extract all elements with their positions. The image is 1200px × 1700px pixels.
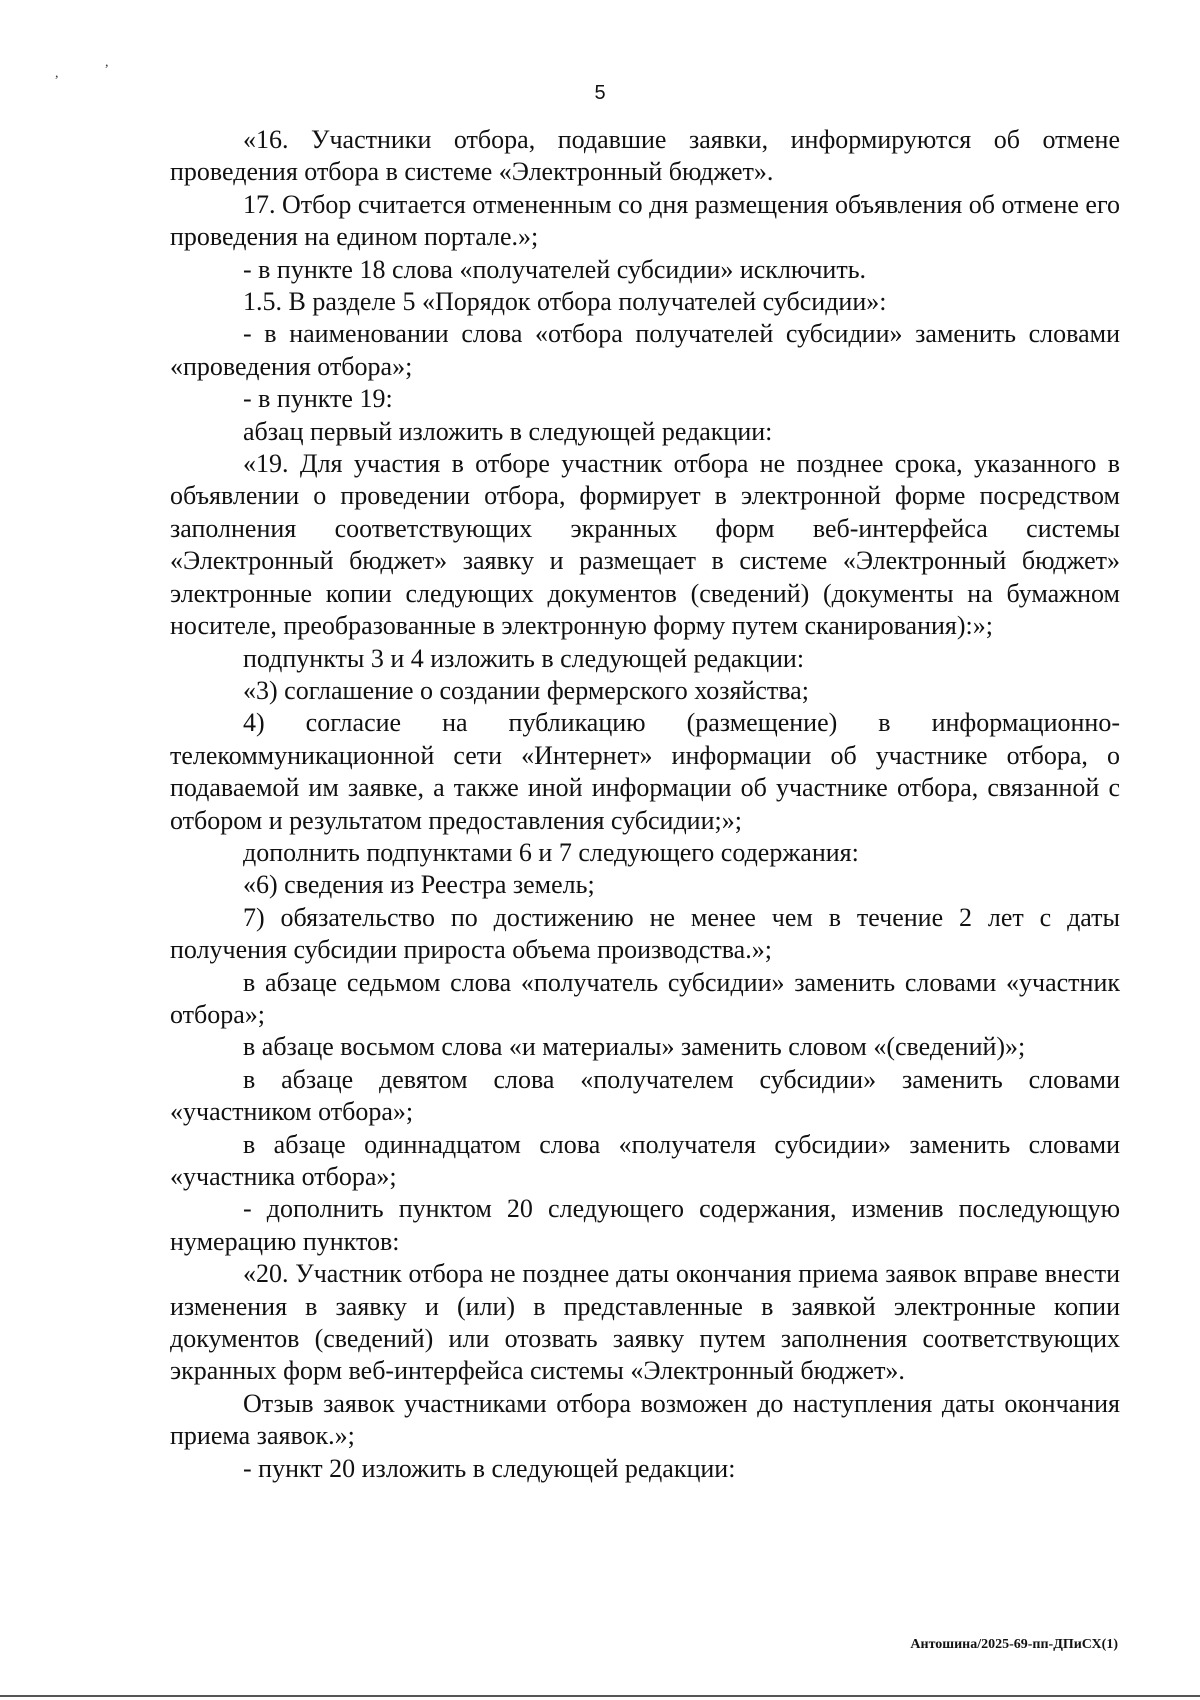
paragraph: 17. Отбор считается отмененным со дня размещения объявления об отмене его проведения на едином портале.»; bbox=[170, 189, 1120, 252]
paragraph: «20. Участник отбора не позднее даты окончания приема заявок вправе внести изменения в заявку и (или) в представленные в заявкой электронные копии документов (сведений) или отозвать заявку путем заполнения соответствующих экранных форм веб-интерфейса системы «Электронный бюджет». bbox=[170, 1259, 1120, 1386]
document-body bbox=[170, 124, 1120, 1485]
paragraph: дополнить подпунктами 6 и 7 следующего содержания: bbox=[243, 837, 859, 867]
paragraph: в абзаце седьмом слова «получатель субсидии» заменить словами «участник отбора»; bbox=[170, 967, 1120, 1029]
paragraph: в абзаце восьмом слова «и материалы» заменить словом «(сведений)»; bbox=[243, 1032, 1026, 1062]
paragraph: - в пункте 18 слова «получателей субсидии» исключить. bbox=[243, 254, 867, 284]
paragraph: - в пункте 19: bbox=[243, 384, 393, 414]
scan-mark: , bbox=[55, 66, 59, 81]
paragraph: - в наименовании слова «отбора получателей субсидии» заменить словами «проведения отбора»; bbox=[170, 319, 1120, 381]
scan-mark: , bbox=[105, 55, 109, 70]
paragraph: - дополнить пунктом 20 следующего содержания, изменив последующую нумерацию пунктов: bbox=[170, 1194, 1120, 1256]
scan-edge-line bbox=[0, 1695, 1200, 1697]
paragraph: абзац первый изложить в следующей редакции: bbox=[243, 416, 773, 446]
paragraph: «16. Участники отбора, подавшие заявки, информируются об отмене проведения отбора в системе «Электронный бюджет». bbox=[170, 125, 1120, 187]
page-number: 5 bbox=[594, 82, 606, 104]
paragraph: 1.5. В разделе 5 «Порядок отбора получателей субсидии»: bbox=[243, 287, 887, 317]
paragraph: 4) согласие на публикацию (размещение) в информационно-телекоммуникационной сети «Интернет» информации об участнике отбора, о подаваемой им заявке, а также иной информации об участнике отбора, связанной с отбором и результатом предоставления субсидии;»; bbox=[170, 708, 1120, 835]
document-code: Антошина/2025-69-пп-ДПиСХ(1) bbox=[910, 1637, 1118, 1652]
paragraph: Отзыв заявок участниками отбора возможен до наступления даты окончания приема заявок.»; bbox=[170, 1388, 1120, 1451]
paragraph: в абзаце девятом слова «получателем субсидии» заменить словами «участником отбора»; bbox=[170, 1064, 1120, 1127]
paragraph: «19. Для участия в отборе участник отбора не позднее срока, указанного в объявлении о проведении отбора, формирует в электронной форме посредством заполнения соответствующих экранных форм веб-интерфейса системы «Электронный бюджет» заявку и размещает в системе «Электронный бюджет» электронные копии следующих документов (сведений) (документы на бумажном носителе, преобразованные в электронную форму путем сканирования):»; bbox=[170, 449, 1120, 641]
paragraph: «3) соглашение о создании фермерского хозяйства; bbox=[243, 675, 809, 705]
paragraph: «6) сведения из Реестра земель; bbox=[243, 870, 595, 900]
paragraph: в абзаце одиннадцатом слова «получателя субсидии» заменить словами «участника отбора»; bbox=[170, 1129, 1120, 1191]
paragraph: 7) обязательство по достижению не менее чем в течение 2 лет с даты получения субсидии прироста объема производства.»; bbox=[170, 902, 1120, 965]
paragraph: подпункты 3 и 4 изложить в следующей редакции: bbox=[243, 643, 805, 673]
paragraph: - пункт 20 изложить в следующей редакции: bbox=[243, 1453, 736, 1483]
